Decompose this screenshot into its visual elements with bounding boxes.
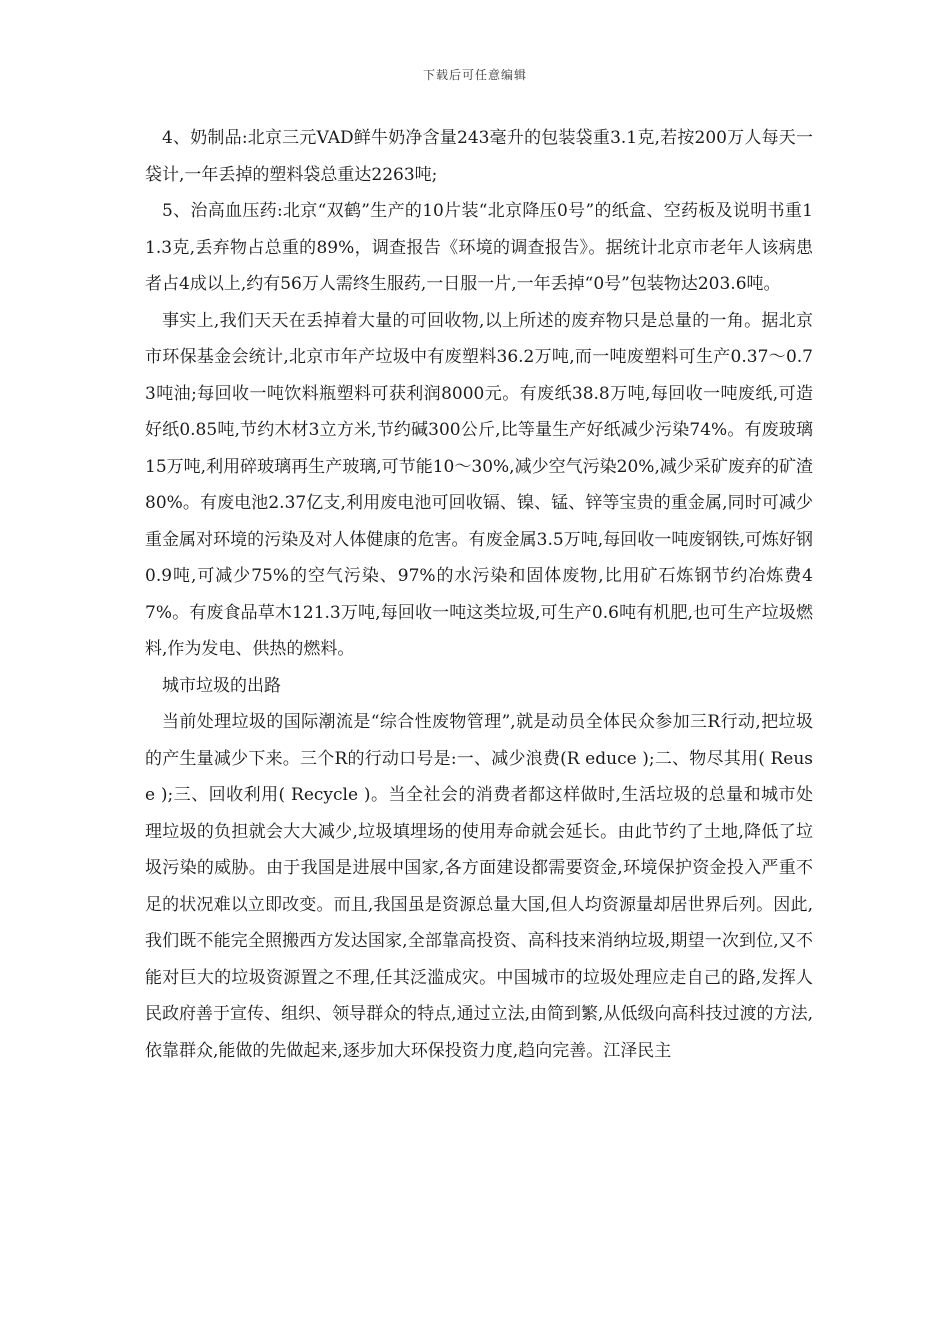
paragraph-hypertension-medicine: 5、治高血压药:北京“双鹤”生产的10片装“北京降压0号”的纸盒、空药板及说明书重11.3克,丢弃物占总重的89%，调查报告《环境的调查报告》。据统计北京市老年人该病患者占4成以上,约有56万人需终生服药,一日服一片,一年丢掉“0号”包装物达203.6吨。 — [145, 201, 813, 294]
document-body — [145, 120, 813, 1069]
paragraph-waste-management: 当前处理垃圾的国际潮流是“综合性废物管理”,就是动员全体民众参加三R行动,把垃圾的产生量减少下来。三个R的行动口号是:一、减少浪费(R educe );二、物尽其用( Reuse );三、回收利用( Recycle )。当全社会的消费者都这样做时,生活垃圾的总量和城市处理垃圾的负担就会大大减少,垃圾填埋场的使用寿命就会延长。由此节约了土地,降低了垃圾污染的威胁。由于我国是进展中国家,各方面建设都需要资金,环境保护资金投入严重不足的状况难以立即改变。而且,我国虽是资源总量大国,但人均资源量却居世界后列。因此,我们既不能完全照搬西方发达国家,全部靠高投资、高科技来消纳垃圾,期望一次到位,又不能对巨大的垃圾资源置之不理,任其泛滥成灾。中国城市的垃圾处理应走自己的路,发挥人民政府善于宣传、组织、领导群众的特点,通过立法,由简到繁,从低级向高科技过渡的方法,依靠群众,能做的先做起来,逐步加大环保投资力度,趋向完善。江泽民主 — [145, 712, 813, 1061]
page-header: 下载后可任意编辑 — [422, 68, 527, 82]
paragraph-dairy-products: 4、奶制品:北京三元VAD鲜牛奶净含量243毫升的包装袋重3.1克,若按200万人每天一袋计,一年丢掉的塑料袋总重达2263吨; — [145, 128, 813, 185]
paragraph-recyclables-statistics: 事实上,我们天天在丢掉着大量的可回收物,以上所述的废弃物只是总量的一角。据北京市环保基金会统计,北京市年产垃圾中有废塑料36.2万吨,而一吨废塑料可生产0.37～0.73吨油;每回收一吨饮料瓶塑料可获利润8000元。有废纸38.8万吨,每回收一吨废纸,可造好纸0.85吨,节约木材3立方米,节约碱300公斤,比等量生产好纸减少污染74%。有废玻璃15万吨,利用碎玻璃再生产玻璃,可节能10～30%,减少空气污染20%,减少采矿废弃的矿渣80%。有废电池2.37亿支,利用废电池可回收镉、镍、锰、锌等宝贵的重金属,同时可减少重金属对环境的污染及对人体健康的危害。有废金属3.5万吨,每回收一吨废钢铁,可炼好钢0.9吨,可减少75%的空气污染、97%的水污染和固体废物,比用矿石炼钢节约冶炼费47%。有废食品草木121.3万吨,每回收一吨这类垃圾,可生产0.6吨有机肥,也可生产垃圾燃料,作为发电、供热的燃料。 — [145, 310, 813, 659]
section-heading: 城市垃圾的出路 — [162, 675, 281, 696]
